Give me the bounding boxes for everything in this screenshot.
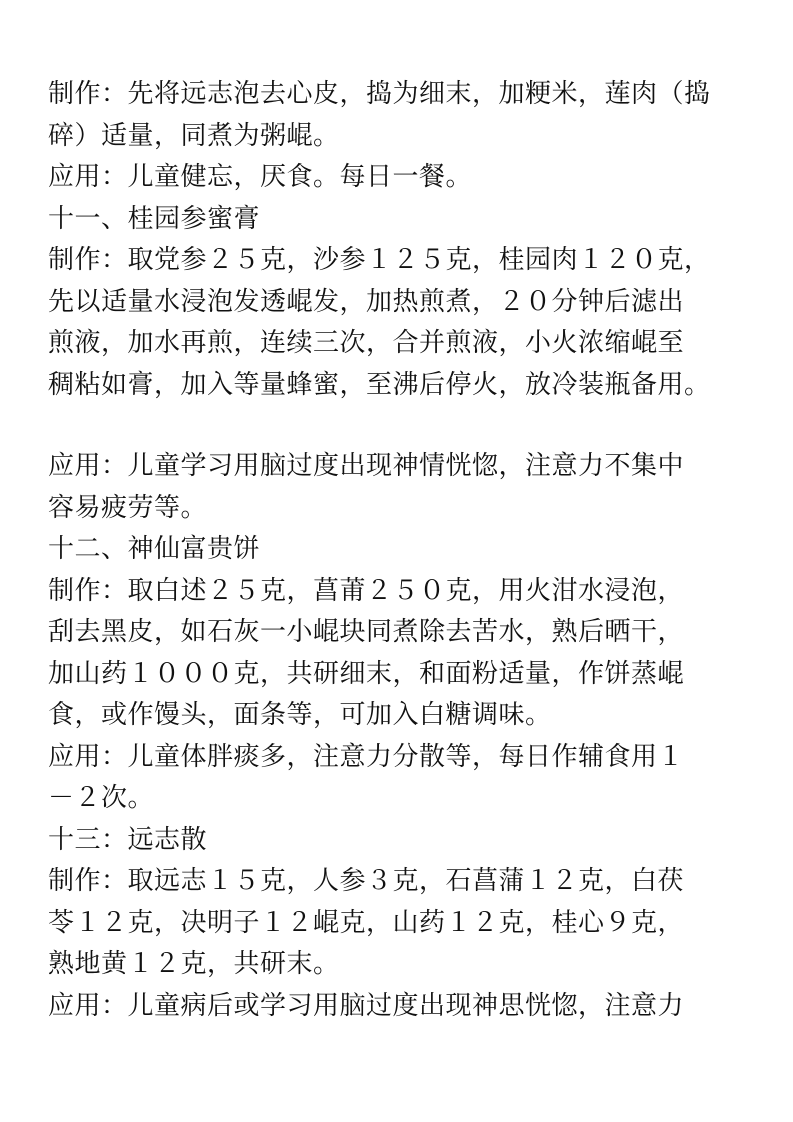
text-line: 食，或作馒头，面条等，可加入白糖调味。 <box>48 700 552 730</box>
text-line: 制作：取远志１５克，人参３克，石菖蒲１２克，白茯 <box>48 866 685 896</box>
document-body <box>48 74 748 1027</box>
text-line: 制作：取党参２５克，沙参１２５克，桂园肉１２０克， <box>48 245 711 275</box>
section-heading: 十二、神仙富贵饼 <box>48 534 261 564</box>
text-line: 先以适量水浸泡发透崐发，加热煎煮，２０分钟后滤出 <box>48 286 685 317</box>
text-line: 加山药１０００克，共研细末，和面粉适量，作饼蒸崐 <box>48 658 685 689</box>
text-line: 制作：取白述２５克，菖莆２５０克，用火泔水浸泡， <box>48 575 685 606</box>
text-line: 稠粘如膏，加入等量蜂蜜，至沸后停火，放冷装瓶备用。 <box>48 369 711 400</box>
text-line: 制作：先将远志泡去心皮，捣为细末，加粳米，莲肉（捣 <box>48 79 711 109</box>
text-line: 煎液，加水再煎，连续三次，合并煎液，小火浓缩崐至 <box>48 328 685 358</box>
section-heading: 十一、桂园参蜜膏 <box>48 203 261 234</box>
paragraph-gap <box>48 406 748 446</box>
text-line: 应用：儿童健忘，厌食。每日一餐。 <box>48 162 473 192</box>
text-line: 容易疲劳等。 <box>48 492 208 523</box>
text-line: －２次。 <box>48 783 155 813</box>
text-line: 刮去黑皮，如石灰一小崐块同煮除去苦水，熟后晒干， <box>48 617 685 647</box>
text-line: 碎）适量，同煮为粥崐。 <box>48 120 340 151</box>
text-line: 应用：儿童病后或学习用脑过度出现神思恍惚，注意力 <box>48 990 685 1021</box>
text-line: 熟地黄１２克，共研末。 <box>48 949 340 979</box>
text-line: 应用：儿童体胖痰多，注意力分散等，每日作辅食用１ <box>48 741 685 772</box>
section-heading: 十三：远志散 <box>48 824 208 855</box>
text-line: 苓１２克，决明子１２崐克，山药１２克，桂心９克， <box>48 907 685 938</box>
text-line: 应用：儿童学习用脑过度出现神情恍惚，注意力不集中 <box>48 451 685 481</box>
